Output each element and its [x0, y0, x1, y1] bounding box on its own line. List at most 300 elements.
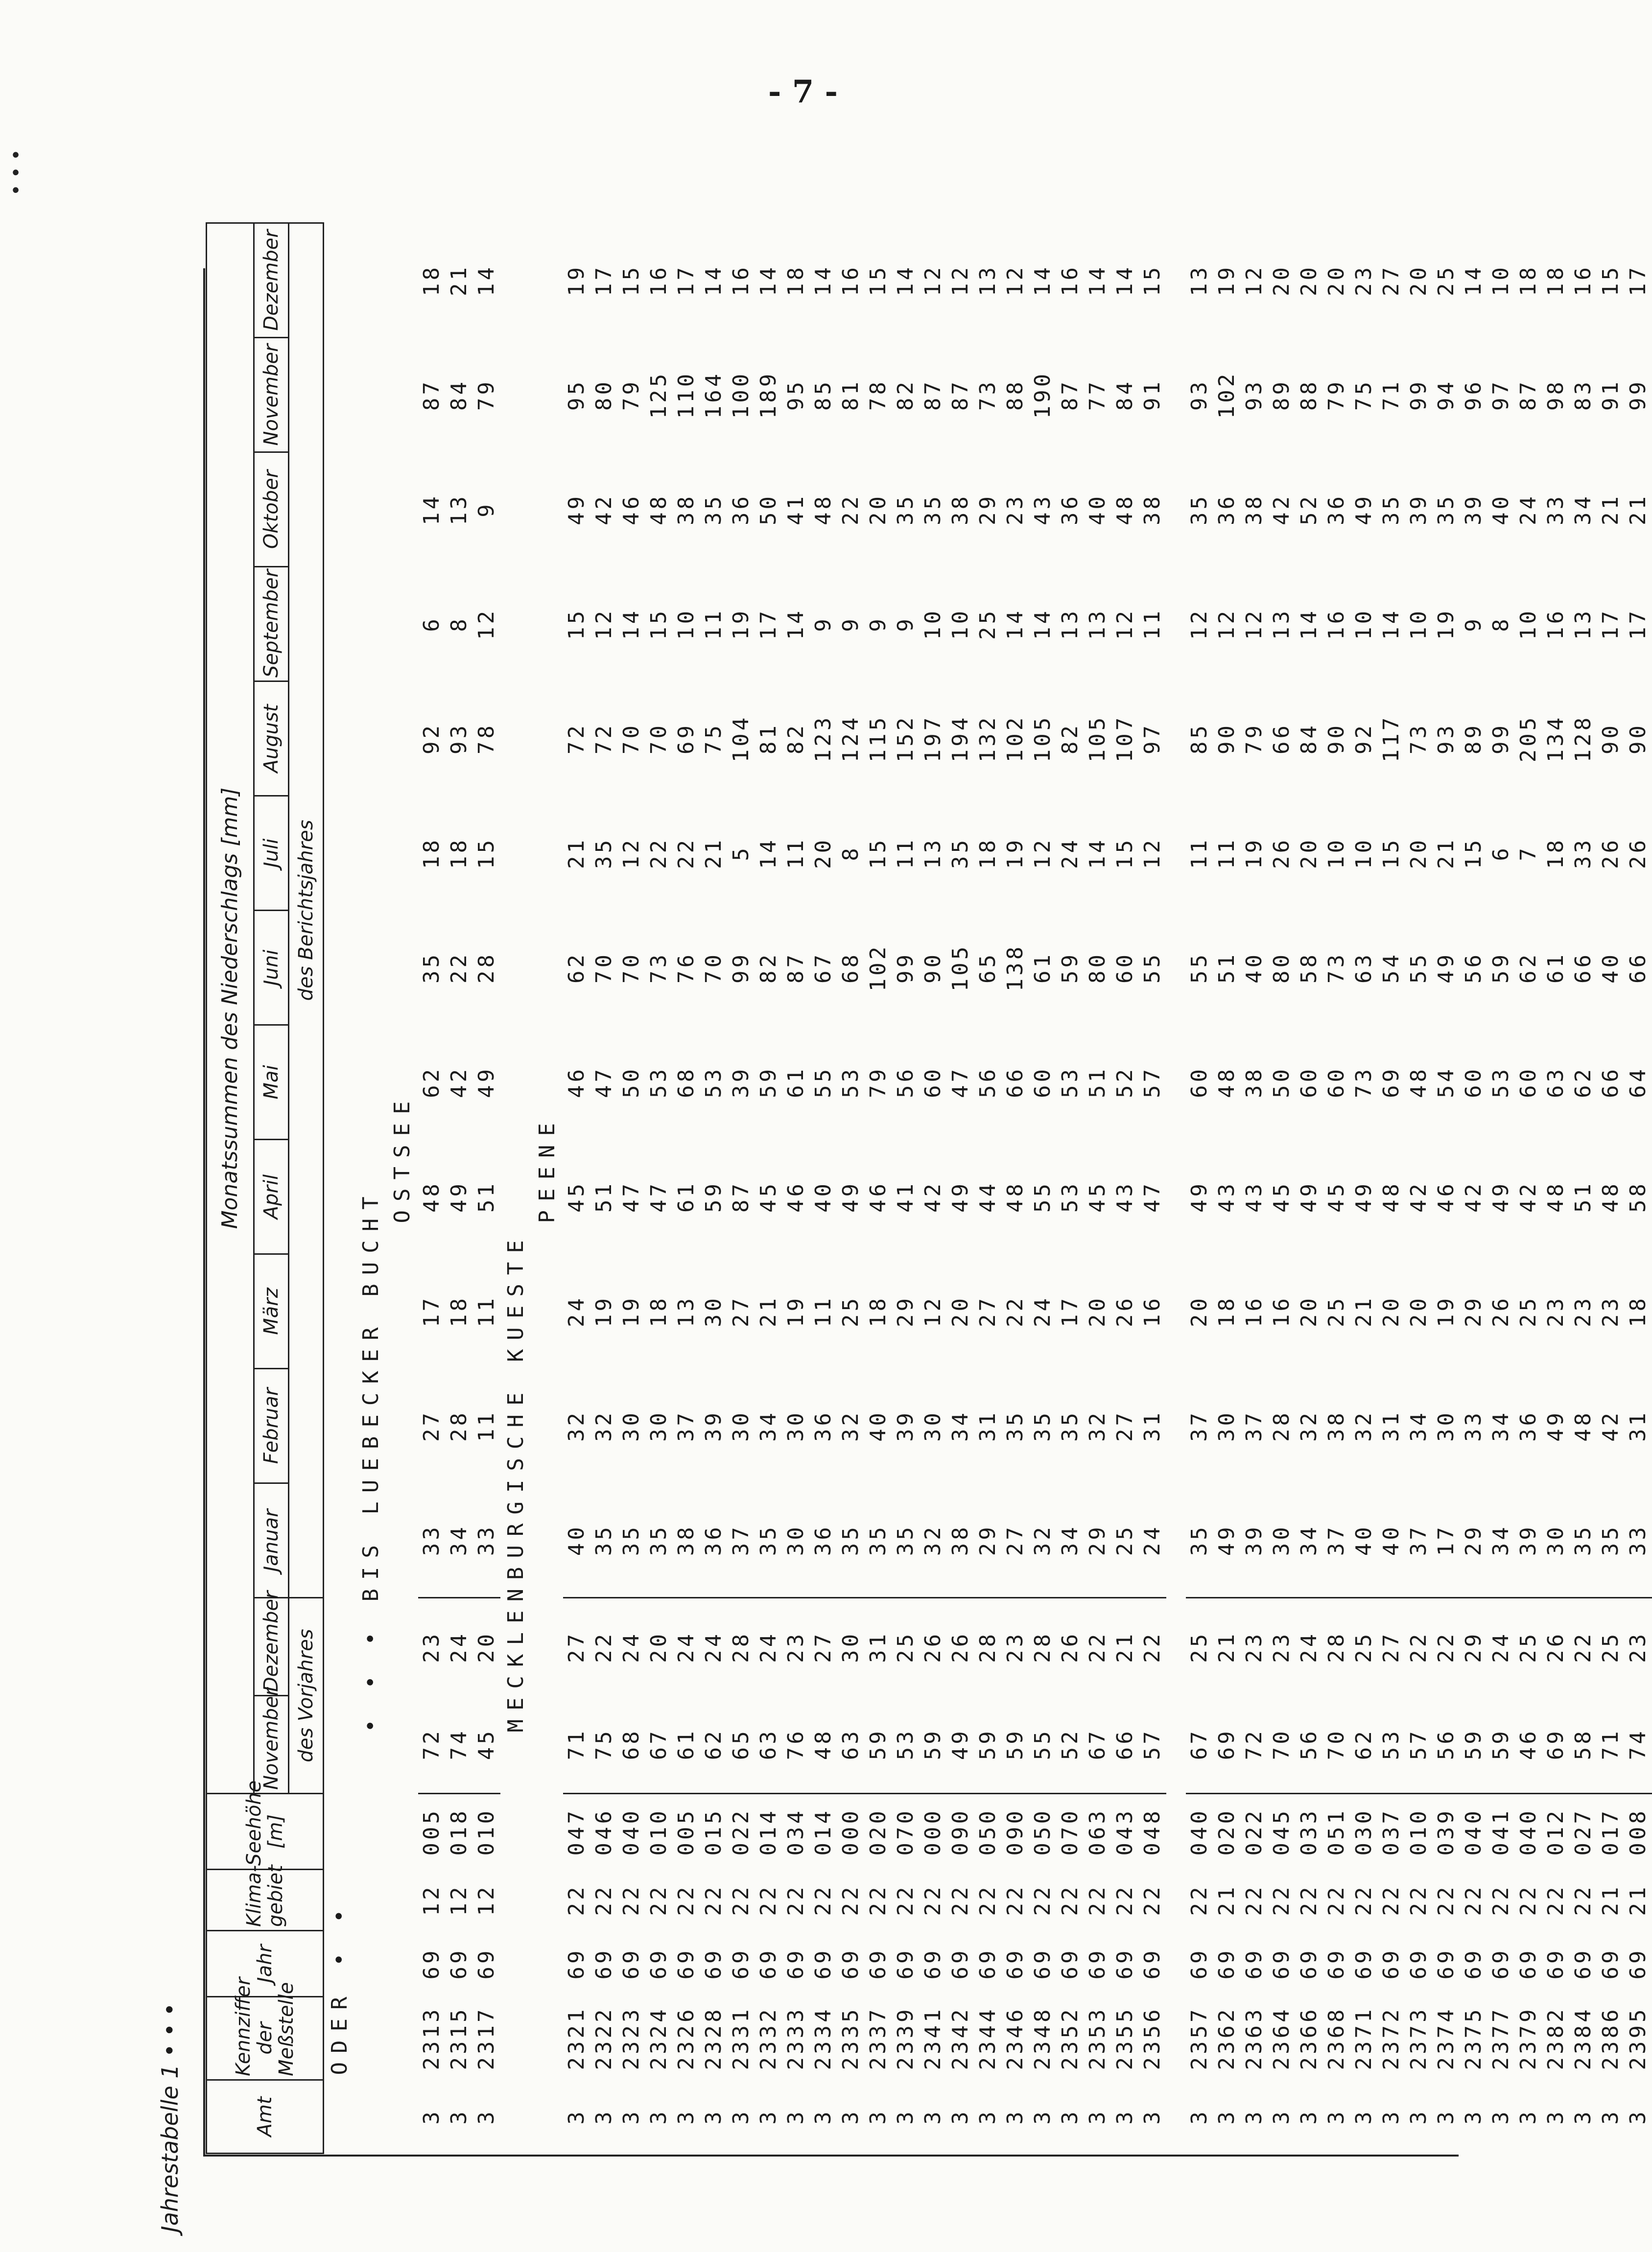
table-cell: 42: [446, 1025, 473, 1140]
table-cell: 3: [473, 2080, 500, 2154]
table-row: [1213, 223, 1241, 2153]
table-cell: 22: [1570, 1870, 1597, 1931]
table-row: [892, 223, 920, 2153]
table-cell: 23: [1002, 1598, 1029, 1696]
table-cell: 69: [1296, 1931, 1323, 1997]
table-cell: 34: [446, 1483, 473, 1598]
table-cell: 27: [1111, 1369, 1139, 1483]
table-cell: 66: [1570, 911, 1597, 1025]
table-cell: 60: [920, 1025, 947, 1140]
table-cell: 79: [1323, 338, 1350, 452]
table-cell: 2373: [1405, 1997, 1433, 2080]
table-cell: 17: [1625, 567, 1652, 681]
table-cell: 018: [446, 1794, 473, 1870]
table-cell: 79: [1241, 681, 1268, 796]
table-cell: 69: [920, 1931, 947, 1997]
table-cell: 2315: [446, 1997, 473, 2080]
table-cell: 19: [1433, 567, 1460, 681]
table-cell: 22: [1323, 1870, 1350, 1931]
table-cell: 21: [446, 223, 473, 337]
table-cell: 12: [473, 567, 500, 681]
table-cell: 2328: [700, 1997, 728, 2080]
table-cell: 14: [1111, 223, 1139, 337]
table-cell: 3: [1625, 2080, 1652, 2154]
table-cell: 24: [755, 1598, 782, 1696]
table-cell: 27: [1378, 1598, 1405, 1696]
table-cell: 24: [1057, 796, 1084, 911]
table-cell: 2326: [673, 1997, 700, 2080]
table-cell: 58: [1570, 1696, 1597, 1794]
table-cell: 69: [810, 1931, 837, 1997]
table-cell: 55: [1139, 911, 1166, 1025]
table-cell: 49: [563, 452, 590, 567]
rotated-table-container: [162, 255, 1484, 2252]
table-cell: 67: [645, 1696, 673, 1794]
table-cell: 16: [1542, 567, 1570, 681]
table-cell: 000: [920, 1794, 947, 1870]
table-cell: 012: [1542, 1794, 1570, 1870]
table-cell: 38: [947, 452, 974, 567]
table-cell: 31: [974, 1369, 1002, 1483]
table-cell: 20: [1296, 796, 1323, 911]
table-cell: 66: [1597, 1025, 1625, 1140]
table-cell: 22: [645, 796, 673, 911]
table-cell: 015: [700, 1794, 728, 1870]
table-cell: 2313: [418, 1997, 446, 2080]
table-cell: 21: [1350, 1254, 1378, 1369]
table-cell: 12: [920, 1254, 947, 1369]
table-cell: 29: [892, 1254, 920, 1369]
table-cell: 22: [1084, 1598, 1111, 1696]
table-cell: 79: [473, 338, 500, 452]
table-cell: 95: [563, 338, 590, 452]
table-cell: 53: [1057, 1025, 1084, 1140]
table-cell: 040: [1460, 1794, 1487, 1870]
table-cell: 35: [1570, 1483, 1597, 1598]
table-cell: 35: [645, 1483, 673, 1598]
table-cell: 65: [728, 1696, 755, 1794]
table-cell: 48: [1111, 452, 1139, 567]
table-cell: 34: [1405, 1369, 1433, 1483]
table-cell: 48: [1378, 1140, 1405, 1254]
table-cell: 95: [782, 338, 810, 452]
table-cell: 80: [590, 338, 618, 452]
table-cell: 12: [473, 1870, 500, 1931]
table-cell: 62: [1515, 911, 1542, 1025]
table-cell: 48: [810, 452, 837, 567]
table-cell: 24: [1487, 1598, 1515, 1696]
table-cell: 36: [810, 1369, 837, 1483]
table-cell: 55: [1029, 1696, 1057, 1794]
table-cell: 2322: [590, 1997, 618, 2080]
table-cell: 22: [1139, 1598, 1166, 1696]
table-cell: 67: [810, 911, 837, 1025]
table-cell: 84: [1296, 681, 1323, 796]
table-cell: 42: [920, 1140, 947, 1254]
table-cell: 2346: [1002, 1997, 1029, 2080]
table-cell: 020: [1213, 1794, 1241, 1870]
table-cell: 38: [1323, 1369, 1350, 1483]
table-cell: 38: [1241, 452, 1268, 567]
table-cell: 47: [1139, 1140, 1166, 1254]
table-row: [1542, 223, 1570, 2153]
table-cell: 3: [947, 2080, 974, 2154]
table-cell: 22: [1296, 1870, 1323, 1931]
table-cell: 69: [618, 1931, 645, 1997]
table-cell: 48: [1597, 1140, 1625, 1254]
table-cell: 38: [1139, 452, 1166, 567]
table-cell: 55: [1186, 911, 1213, 1025]
table-cell: 89: [1460, 681, 1487, 796]
table-cell: 91: [1597, 338, 1625, 452]
table-cell: 21: [1213, 1870, 1241, 1931]
table-cell: 22: [920, 1870, 947, 1931]
table-cell: 96: [1460, 338, 1487, 452]
table-cell: 88: [1002, 338, 1029, 452]
table-cell: 90: [1625, 681, 1652, 796]
table-cell: 72: [563, 681, 590, 796]
table-cell: 92: [418, 681, 446, 796]
table-cell: 22: [837, 452, 865, 567]
table-cell: 70: [618, 911, 645, 1025]
table-cell: 128: [1570, 681, 1597, 796]
table-cell: 90: [1213, 681, 1241, 796]
table-cell: 16: [1057, 223, 1084, 337]
table-cell: 23: [1597, 1254, 1625, 1369]
table-cell: 022: [728, 1794, 755, 1870]
table-cell: 44: [974, 1140, 1002, 1254]
table-cell: 107: [1111, 681, 1139, 796]
table-cell: 69: [446, 1931, 473, 1997]
table-cell: 090: [1002, 1794, 1029, 1870]
table-cell: 27: [563, 1598, 590, 1696]
table-cell: 30: [782, 1483, 810, 1598]
table-cell: 3: [1084, 2080, 1111, 2154]
table-cell: 73: [974, 338, 1002, 452]
table-cell: 2379: [1515, 1997, 1542, 2080]
table-cell: 37: [1241, 1369, 1268, 1483]
table-cell: 23: [1570, 1254, 1597, 1369]
table-cell: 69: [865, 1931, 892, 1997]
table-cell: 197: [920, 681, 947, 796]
table-cell: 54: [1433, 1025, 1460, 1140]
table-cell: 3: [700, 2080, 728, 2154]
table-cell: 63: [755, 1696, 782, 1794]
table-cell: 22: [563, 1870, 590, 1931]
table-cell: 20: [1405, 796, 1433, 911]
table-cell: 15: [1378, 796, 1405, 911]
subsection-label-row: [500, 223, 532, 2153]
table-cell: 59: [1487, 1696, 1515, 1794]
table-cell: 32: [1296, 1369, 1323, 1483]
table-cell: 22: [782, 1870, 810, 1931]
table-cell: 13: [1186, 223, 1213, 337]
table-cell: 49: [837, 1140, 865, 1254]
table-cell: 36: [1323, 452, 1350, 567]
table-cell: 2335: [837, 1997, 865, 2080]
table-cell: 104: [728, 681, 755, 796]
table-cell: 105: [1084, 681, 1111, 796]
table-cell: 34: [947, 1369, 974, 1483]
table-cell: 17: [1625, 223, 1652, 337]
table-cell: 24: [1029, 1254, 1057, 1369]
table-cell: 7: [1515, 796, 1542, 911]
table-cell: 69: [974, 1931, 1002, 1997]
table-cell: 3: [1597, 2080, 1625, 2154]
header-seehoehe: Seehöhe [m]: [207, 1794, 324, 1870]
table-cell: 25: [1515, 1254, 1542, 1369]
table-cell: 27: [810, 1598, 837, 1696]
table-cell: 19: [1433, 1254, 1460, 1369]
table-cell: 22: [1268, 1870, 1296, 1931]
table-cell: 2355: [1111, 1997, 1139, 2080]
table-cell: 2374: [1433, 1997, 1460, 2080]
table-cell: 47: [645, 1140, 673, 1254]
table-cell: 11: [782, 796, 810, 911]
table-cell: 15: [1139, 223, 1166, 337]
table-cell: 030: [1350, 1794, 1378, 1870]
table-cell: 53: [1487, 1025, 1515, 1140]
table-cell: 22: [1111, 1870, 1139, 1931]
table-cell: 13: [920, 796, 947, 911]
table-cell: 25: [892, 1598, 920, 1696]
table-cell: 29: [1460, 1483, 1487, 1598]
table-cell: 28: [1323, 1598, 1350, 1696]
table-cell: 21: [700, 796, 728, 911]
section-river-label: ODER • •: [324, 223, 356, 2153]
table-cell: 62: [418, 1025, 446, 1140]
table-cell: 23: [418, 1598, 446, 1696]
table-cell: 13: [446, 452, 473, 567]
table-cell: 61: [1029, 911, 1057, 1025]
table-cell: 66: [1268, 681, 1296, 796]
table-cell: 117: [1378, 681, 1405, 796]
table-row: [1460, 223, 1487, 2153]
table-cell: 29: [974, 1483, 1002, 1598]
table-cell: 10: [947, 567, 974, 681]
table-cell: 12: [1241, 223, 1268, 337]
spacer-row: [1166, 223, 1186, 2153]
table-cell: 3: [563, 2080, 590, 2154]
table-cell: 2344: [974, 1997, 1002, 2080]
table-cell: 12: [1111, 567, 1139, 681]
table-cell: 37: [728, 1483, 755, 1598]
table-cell: 10: [1487, 223, 1515, 337]
table-cell: 22: [947, 1870, 974, 1931]
table-cell: 3: [1002, 2080, 1029, 2154]
table-cell: 138: [1002, 911, 1029, 1025]
table-cell: 76: [782, 1696, 810, 1794]
table-cell: 35: [865, 1483, 892, 1598]
table-cell: 48: [1002, 1140, 1029, 1254]
table-cell: 005: [418, 1794, 446, 1870]
table-cell: 38: [947, 1483, 974, 1598]
table-cell: 125: [645, 338, 673, 452]
table-row: [1405, 223, 1433, 2153]
table-cell: 50: [1268, 1025, 1296, 1140]
table-cell: 53: [892, 1696, 920, 1794]
table-cell: 76: [673, 911, 700, 1025]
table-cell: 16: [645, 223, 673, 337]
table-row: [1002, 223, 1029, 2153]
table-cell: 69: [782, 1931, 810, 1997]
header-berichtsjahr-label: des Berichtsjahres: [289, 223, 324, 1597]
table-cell: 005: [673, 1794, 700, 1870]
table-cell: 22: [810, 1870, 837, 1931]
table-cell: 22: [837, 1870, 865, 1931]
table-cell: 81: [755, 681, 782, 796]
table-cell: 28: [728, 1598, 755, 1696]
table-cell: 60: [1296, 1025, 1323, 1140]
table-cell: 22: [700, 1870, 728, 1931]
table-row: [1268, 223, 1296, 2153]
table-row: [1350, 223, 1378, 2153]
table-cell: 36: [1057, 452, 1084, 567]
table-cell: 47: [947, 1025, 974, 1140]
table-cell: 40: [1241, 911, 1268, 1025]
table-cell: 74: [1625, 1696, 1652, 1794]
table-cell: 070: [892, 1794, 920, 1870]
table-cell: 69: [1213, 1931, 1241, 1997]
table-cell: 33: [1542, 452, 1570, 567]
table-body: [324, 223, 1652, 2153]
table-cell: 32: [563, 1369, 590, 1483]
table-cell: 2323: [618, 1997, 645, 2080]
table-cell: 18: [1213, 1254, 1241, 1369]
table-cell: 2334: [810, 1997, 837, 2080]
table-cell: 21: [1597, 452, 1625, 567]
table-cell: 20: [1296, 1254, 1323, 1369]
table-row: [947, 223, 974, 2153]
table-cell: 3: [1487, 2080, 1515, 2154]
table-cell: 25: [1515, 1598, 1542, 1696]
table-cell: 69: [1542, 1696, 1570, 1794]
table-cell: 102: [1213, 338, 1241, 452]
table-cell: 14: [418, 452, 446, 567]
table-cell: 72: [418, 1696, 446, 1794]
table-cell: 17: [590, 223, 618, 337]
table-cell: 070: [1057, 1794, 1084, 1870]
table-cell: 2364: [1268, 1997, 1296, 2080]
table-cell: 6: [418, 567, 446, 681]
table-cell: 52: [1057, 1696, 1084, 1794]
table-cell: 87: [728, 1140, 755, 1254]
table-cell: 14: [1002, 567, 1029, 681]
table-row: [1111, 223, 1139, 2153]
table-cell: 30: [1268, 1483, 1296, 1598]
table-cell: 12: [947, 223, 974, 337]
table-cell: 23: [1542, 1254, 1570, 1369]
table-cell: 39: [700, 1369, 728, 1483]
table-cell: 20: [645, 1598, 673, 1696]
table-cell: 59: [1460, 1696, 1487, 1794]
table-cell: 80: [1084, 911, 1111, 1025]
table-cell: 22: [1029, 1870, 1057, 1931]
table-cell: 70: [1323, 1696, 1350, 1794]
table-cell: 20: [473, 1598, 500, 1696]
table-cell: 51: [1084, 1025, 1111, 1140]
table-cell: 105: [1029, 681, 1057, 796]
table-cell: 25: [1186, 1598, 1213, 1696]
table-cell: 23: [1350, 223, 1378, 337]
table-cell: 18: [865, 1254, 892, 1369]
table-cell: 21: [1433, 796, 1460, 911]
table-cell: 66: [1625, 911, 1652, 1025]
table-cell: 20: [1405, 223, 1433, 337]
table-cell: 40: [563, 1483, 590, 1598]
table-cell: 68: [618, 1696, 645, 1794]
table-cell: 23: [782, 1598, 810, 1696]
table-cell: 25: [1111, 1483, 1139, 1598]
table-cell: 99: [728, 911, 755, 1025]
header-month-jun: Juni: [254, 911, 289, 1025]
table-cell: 31: [1139, 1369, 1166, 1483]
table-row: [590, 223, 618, 2153]
table-cell: 3: [1515, 2080, 1542, 2154]
table-row: [755, 223, 782, 2153]
table-cell: 61: [673, 1140, 700, 1254]
subsection-label: MECKLENBURGISCHE KUESTE: [500, 223, 532, 2153]
table-cell: 39: [728, 1025, 755, 1140]
table-cell: 010: [473, 1794, 500, 1870]
table-cell: 48: [1570, 1369, 1597, 1483]
table-cell: 45: [1323, 1140, 1350, 1254]
table-cell: 69: [1570, 1931, 1597, 1997]
header-month-sep: September: [254, 567, 289, 681]
table-cell: 48: [810, 1696, 837, 1794]
table-cell: 11: [892, 796, 920, 911]
table-cell: 2321: [563, 1997, 590, 2080]
table-row: [645, 223, 673, 2153]
header-monatssummen: Monatssummen des Niederschlags [mm]: [207, 223, 254, 1793]
table-cell: 40: [1084, 452, 1111, 567]
table-cell: 23: [1268, 1598, 1296, 1696]
table-cell: 35: [618, 1483, 645, 1598]
table-cell: 27: [1378, 223, 1405, 337]
table-cell: 3: [892, 2080, 920, 2154]
table-cell: 46: [563, 1025, 590, 1140]
table-cell: 2342: [947, 1997, 974, 2080]
table-cell: 24: [618, 1598, 645, 1696]
table-cell: 97: [1139, 681, 1166, 796]
table-cell: 3: [974, 2080, 1002, 2154]
table-cell: 22: [1542, 1870, 1570, 1931]
table-cell: 27: [418, 1369, 446, 1483]
subsection-label-row: [355, 223, 387, 2153]
table-cell: 115: [865, 681, 892, 796]
table-cell: 68: [837, 911, 865, 1025]
table-cell: 32: [837, 1369, 865, 1483]
table-cell: 3: [1029, 2080, 1057, 2154]
table-cell: 14: [810, 223, 837, 337]
table-cell: 23: [1002, 452, 1029, 567]
table-cell: 98: [1542, 338, 1570, 452]
table-cell: 60: [1111, 911, 1139, 1025]
table-cell: 37: [673, 1369, 700, 1483]
table-cell: 3: [673, 2080, 700, 2154]
table-row: [418, 223, 446, 2153]
table-cell: 20: [1186, 1254, 1213, 1369]
table-cell: 017: [1597, 1794, 1625, 1870]
table-cell: 35: [755, 1483, 782, 1598]
table-cell: 152: [892, 681, 920, 796]
table-cell: 56: [892, 1025, 920, 1140]
table-cell: 59: [865, 1696, 892, 1794]
table-cell: 51: [1213, 911, 1241, 1025]
table-cell: 26: [1597, 796, 1625, 911]
table-row: [1570, 223, 1597, 2153]
table-cell: 34: [1487, 1369, 1515, 1483]
